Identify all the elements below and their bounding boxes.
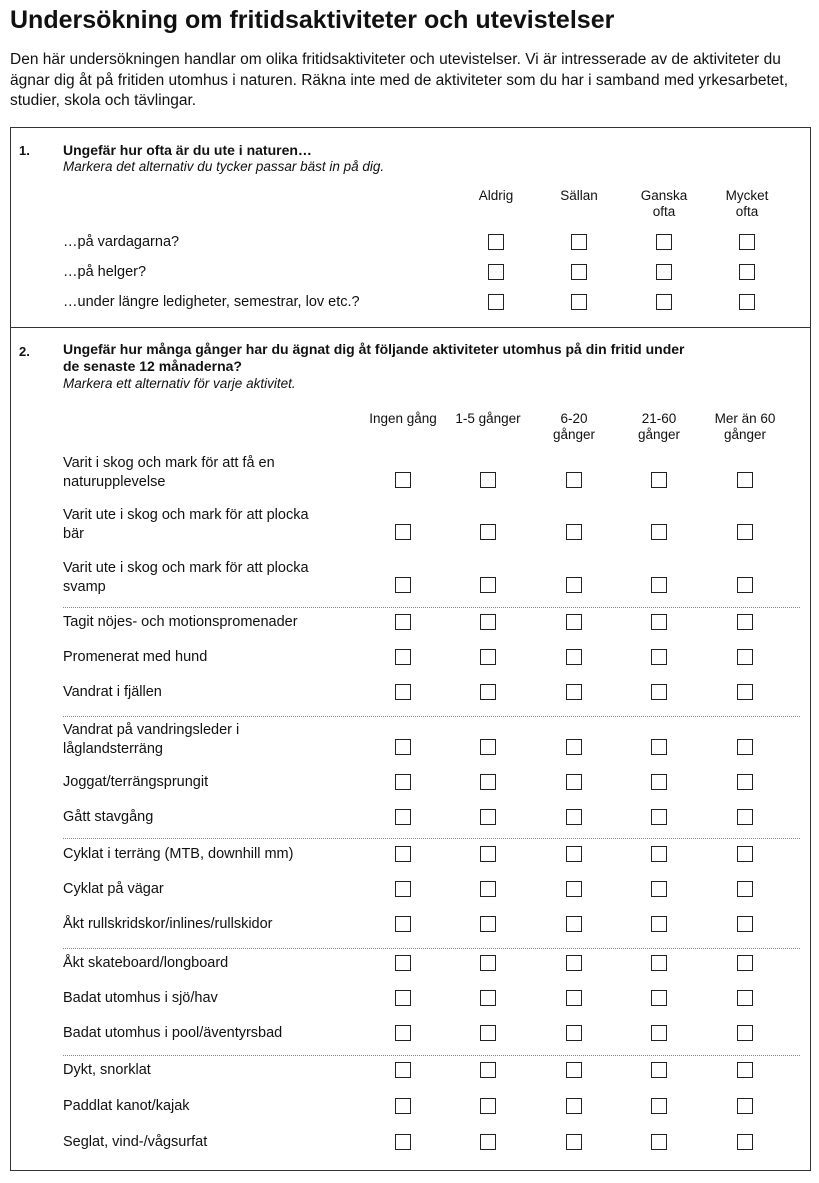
- answer-checkbox[interactable]: [737, 1062, 753, 1078]
- answer-checkbox[interactable]: [651, 684, 667, 700]
- answer-checkbox[interactable]: [566, 649, 582, 665]
- label-line1: Promenerat med hund: [63, 649, 208, 665]
- label-line1: …på helger?: [63, 264, 147, 280]
- answer-checkbox[interactable]: [395, 1062, 411, 1078]
- answer-checkbox[interactable]: [571, 294, 587, 310]
- answer-checkbox[interactable]: [566, 614, 582, 630]
- answer-checkbox[interactable]: [480, 1062, 496, 1078]
- label-line1: Badat utomhus i sjö/hav: [63, 990, 218, 1006]
- label-line2: naturupplevelse: [63, 473, 166, 490]
- answer-checkbox[interactable]: [737, 1098, 753, 1114]
- answer-checkbox[interactable]: [480, 809, 496, 825]
- answer-checkbox[interactable]: [395, 577, 411, 593]
- label-line1: Åkt skateboard/longboard: [63, 955, 229, 971]
- label-line1: Varit ute i skog och mark för att plocka: [63, 507, 309, 523]
- answer-checkbox[interactable]: [651, 1025, 667, 1041]
- answer-checkbox[interactable]: [480, 1134, 496, 1150]
- answer-checkbox[interactable]: [566, 1134, 582, 1150]
- answer-checkbox[interactable]: [566, 846, 582, 862]
- answer-checkbox[interactable]: [480, 739, 496, 755]
- label-line1: Joggat/terrängsprungit: [63, 774, 209, 790]
- answer-checkbox[interactable]: [737, 577, 753, 593]
- answer-checkbox[interactable]: [488, 294, 504, 310]
- column-header: [702, 188, 792, 220]
- label-line1: Varit ute i skog och mark för att plocka: [63, 560, 309, 576]
- activity-label: [63, 1024, 282, 1043]
- answer-checkbox[interactable]: [395, 1098, 411, 1114]
- answer-checkbox[interactable]: [737, 524, 753, 540]
- answer-checkbox[interactable]: [395, 990, 411, 1006]
- answer-checkbox[interactable]: [651, 809, 667, 825]
- answer-checkbox[interactable]: [571, 264, 587, 280]
- label-line1: Mycket: [725, 188, 769, 203]
- answer-checkbox[interactable]: [566, 1098, 582, 1114]
- answer-checkbox[interactable]: [395, 881, 411, 897]
- label-line1: …på vardagarna?: [63, 234, 180, 250]
- label-line2: gånger: [637, 427, 681, 442]
- activity-label: [63, 454, 275, 491]
- answer-checkbox[interactable]: [737, 739, 753, 755]
- answer-checkbox[interactable]: [488, 264, 504, 280]
- answer-checkbox[interactable]: [395, 739, 411, 755]
- answer-checkbox[interactable]: [395, 472, 411, 488]
- answer-checkbox[interactable]: [566, 990, 582, 1006]
- answer-checkbox[interactable]: [651, 577, 667, 593]
- answer-checkbox[interactable]: [651, 881, 667, 897]
- label-line2: svamp: [63, 578, 106, 595]
- activity-label: [63, 845, 293, 864]
- activity-label: [63, 263, 146, 282]
- answer-checkbox[interactable]: [480, 1098, 496, 1114]
- row-group-divider: [63, 607, 800, 608]
- label-line1: Seglat, vind-/vågsurfat: [63, 1134, 208, 1150]
- activity-label: [63, 915, 273, 934]
- question-1-instruction: Markera det alternativ du tycker passar bäst in på dig.: [63, 159, 385, 174]
- answer-checkbox[interactable]: [480, 649, 496, 665]
- question-1-section: [10, 127, 811, 328]
- answer-checkbox[interactable]: [737, 1025, 753, 1041]
- intro-text: Den här undersökningen handlar om olika fritidsaktiviteter och utevistelser. Vi är intresserade av de aktiviteter du ägnar dig åt på fritiden utomhus i naturen. Räkna inte med de aktiviteter som du har i samband med yrkesarbetet, studier, skola och tävlingar.: [10, 51, 789, 109]
- answer-checkbox[interactable]: [395, 1025, 411, 1041]
- answer-checkbox[interactable]: [395, 916, 411, 932]
- activity-label: [63, 1133, 207, 1152]
- label-line1: Cyklat i terräng (MTB, downhill mm): [63, 846, 294, 862]
- label-line1: Åkt rullskridskor/inlines/rullskidor: [63, 916, 273, 932]
- activity-label: [63, 954, 228, 973]
- label-line1: Sällan: [560, 188, 598, 203]
- activity-label: [63, 989, 218, 1008]
- page-title: Undersökning om fritidsaktiviteter och utevistelser: [10, 6, 615, 34]
- column-header: [619, 188, 709, 220]
- answer-checkbox[interactable]: [566, 955, 582, 971]
- answer-checkbox[interactable]: [651, 990, 667, 1006]
- label-line1: Dykt, snorklat: [63, 1062, 151, 1078]
- label-line1: 1-5 gånger: [455, 411, 521, 426]
- answer-checkbox[interactable]: [480, 774, 496, 790]
- answer-checkbox[interactable]: [488, 234, 504, 250]
- activity-label: [63, 613, 298, 632]
- answer-checkbox[interactable]: [651, 524, 667, 540]
- answer-checkbox[interactable]: [737, 990, 753, 1006]
- question-2-section: [10, 327, 811, 1171]
- answer-checkbox[interactable]: [737, 881, 753, 897]
- column-header: [451, 188, 541, 204]
- label-line1: Gått stavgång: [63, 809, 154, 825]
- label-line2: bär: [63, 525, 84, 542]
- answer-checkbox[interactable]: [566, 881, 582, 897]
- answer-checkbox[interactable]: [480, 955, 496, 971]
- label-line1: Vandrat i fjällen: [63, 684, 162, 700]
- label-line1: Paddlat kanot/kajak: [63, 1098, 190, 1114]
- answer-checkbox[interactable]: [651, 955, 667, 971]
- answer-checkbox[interactable]: [480, 614, 496, 630]
- row-group-divider: [63, 948, 800, 949]
- answer-checkbox[interactable]: [395, 614, 411, 630]
- label-line1: Badat utomhus i pool/äventyrsbad: [63, 1025, 283, 1041]
- answer-checkbox[interactable]: [737, 846, 753, 862]
- answer-checkbox[interactable]: [651, 774, 667, 790]
- activity-label: [63, 721, 239, 758]
- answer-checkbox[interactable]: [566, 684, 582, 700]
- answer-checkbox[interactable]: [651, 614, 667, 630]
- label-line1: Mer än 60: [714, 411, 776, 426]
- answer-checkbox[interactable]: [480, 846, 496, 862]
- label-line2: ofta: [735, 204, 759, 219]
- answer-checkbox[interactable]: [395, 1134, 411, 1150]
- label-line1: Aldrig: [478, 188, 514, 203]
- question-1-text: Ungefär hur ofta är du ute i naturen…: [63, 142, 312, 158]
- activity-label: [63, 880, 164, 899]
- activity-label: [63, 233, 179, 252]
- answer-checkbox[interactable]: [480, 881, 496, 897]
- answer-checkbox[interactable]: [395, 649, 411, 665]
- answer-checkbox[interactable]: [651, 472, 667, 488]
- column-header: [700, 411, 790, 443]
- answer-checkbox[interactable]: [480, 472, 496, 488]
- answer-checkbox[interactable]: [651, 649, 667, 665]
- answer-checkbox[interactable]: [480, 577, 496, 593]
- answer-checkbox[interactable]: [566, 774, 582, 790]
- answer-checkbox[interactable]: [395, 774, 411, 790]
- answer-checkbox[interactable]: [651, 846, 667, 862]
- label-line1: Vandrat på vandringsleder i: [63, 722, 240, 738]
- activity-label: [63, 1061, 151, 1080]
- label-line1: Cyklat på vägar: [63, 881, 164, 897]
- answer-checkbox[interactable]: [739, 264, 755, 280]
- question-1-number: 1.: [19, 143, 30, 158]
- column-header: [614, 411, 704, 443]
- answer-checkbox[interactable]: [656, 264, 672, 280]
- question-2-text-line2: de senaste 12 månaderna?: [63, 358, 242, 374]
- answer-checkbox[interactable]: [737, 684, 753, 700]
- row-group-divider: [63, 1055, 800, 1056]
- activity-label: [63, 648, 207, 667]
- column-header: [358, 411, 448, 427]
- column-header: [529, 411, 619, 443]
- answer-checkbox[interactable]: [480, 990, 496, 1006]
- answer-checkbox[interactable]: [480, 524, 496, 540]
- label-line1: 6-20: [560, 411, 588, 426]
- label-line2: låglandsterräng: [63, 740, 163, 757]
- answer-checkbox[interactable]: [395, 955, 411, 971]
- answer-checkbox[interactable]: [395, 846, 411, 862]
- label-line1: Ingen gång: [369, 411, 437, 426]
- label-line1: 21-60: [641, 411, 677, 426]
- answer-checkbox[interactable]: [651, 1098, 667, 1114]
- column-header: [443, 411, 533, 427]
- answer-checkbox[interactable]: [395, 809, 411, 825]
- label-line1: Ganska: [640, 188, 688, 203]
- answer-checkbox[interactable]: [739, 234, 755, 250]
- answer-checkbox[interactable]: [651, 739, 667, 755]
- label-line2: gånger: [723, 427, 767, 442]
- answer-checkbox[interactable]: [651, 1134, 667, 1150]
- answer-checkbox[interactable]: [737, 1134, 753, 1150]
- label-line1: Tagit nöjes- och motionspromenader: [63, 614, 298, 630]
- answer-checkbox[interactable]: [566, 524, 582, 540]
- label-line1: Varit i skog och mark för att få en: [63, 455, 275, 471]
- activity-label: [63, 559, 309, 596]
- answer-checkbox[interactable]: [480, 916, 496, 932]
- answer-checkbox[interactable]: [737, 774, 753, 790]
- activity-label: [63, 1097, 190, 1116]
- answer-checkbox[interactable]: [651, 1062, 667, 1078]
- answer-checkbox[interactable]: [737, 809, 753, 825]
- answer-checkbox[interactable]: [737, 955, 753, 971]
- activity-label: [63, 293, 360, 312]
- answer-checkbox[interactable]: [395, 684, 411, 700]
- answer-checkbox[interactable]: [566, 916, 582, 932]
- row-group-divider: [63, 838, 800, 839]
- activity-label: [63, 683, 162, 702]
- label-line2: ofta: [652, 204, 676, 219]
- question-2-text-line1: Ungefär hur många gånger har du ägnat dig åt följande aktiviteter utomhus på din fritid under: [63, 341, 685, 357]
- answer-checkbox[interactable]: [737, 649, 753, 665]
- answer-checkbox[interactable]: [566, 1062, 582, 1078]
- label-line1: …under längre ledigheter, semestrar, lov etc.?: [63, 294, 360, 310]
- activity-label: [63, 773, 208, 792]
- answer-checkbox[interactable]: [571, 234, 587, 250]
- answer-checkbox[interactable]: [395, 524, 411, 540]
- question-2-number: 2.: [19, 344, 30, 359]
- answer-checkbox[interactable]: [566, 1025, 582, 1041]
- label-line2: gånger: [552, 427, 596, 442]
- row-group-divider: [63, 716, 800, 717]
- answer-checkbox[interactable]: [566, 577, 582, 593]
- answer-checkbox[interactable]: [566, 809, 582, 825]
- answer-checkbox[interactable]: [737, 614, 753, 630]
- answer-checkbox[interactable]: [480, 1025, 496, 1041]
- answer-checkbox[interactable]: [737, 472, 753, 488]
- answer-checkbox[interactable]: [656, 234, 672, 250]
- answer-checkbox[interactable]: [737, 916, 753, 932]
- answer-checkbox[interactable]: [656, 294, 672, 310]
- answer-checkbox[interactable]: [566, 472, 582, 488]
- answer-checkbox[interactable]: [480, 684, 496, 700]
- answer-checkbox[interactable]: [566, 739, 582, 755]
- answer-checkbox[interactable]: [651, 916, 667, 932]
- activity-label: [63, 808, 153, 827]
- answer-checkbox[interactable]: [739, 294, 755, 310]
- question-2-instruction: Markera ett alternativ för varje aktivitet.: [63, 376, 296, 391]
- activity-label: [63, 506, 309, 543]
- column-header: [534, 188, 624, 204]
